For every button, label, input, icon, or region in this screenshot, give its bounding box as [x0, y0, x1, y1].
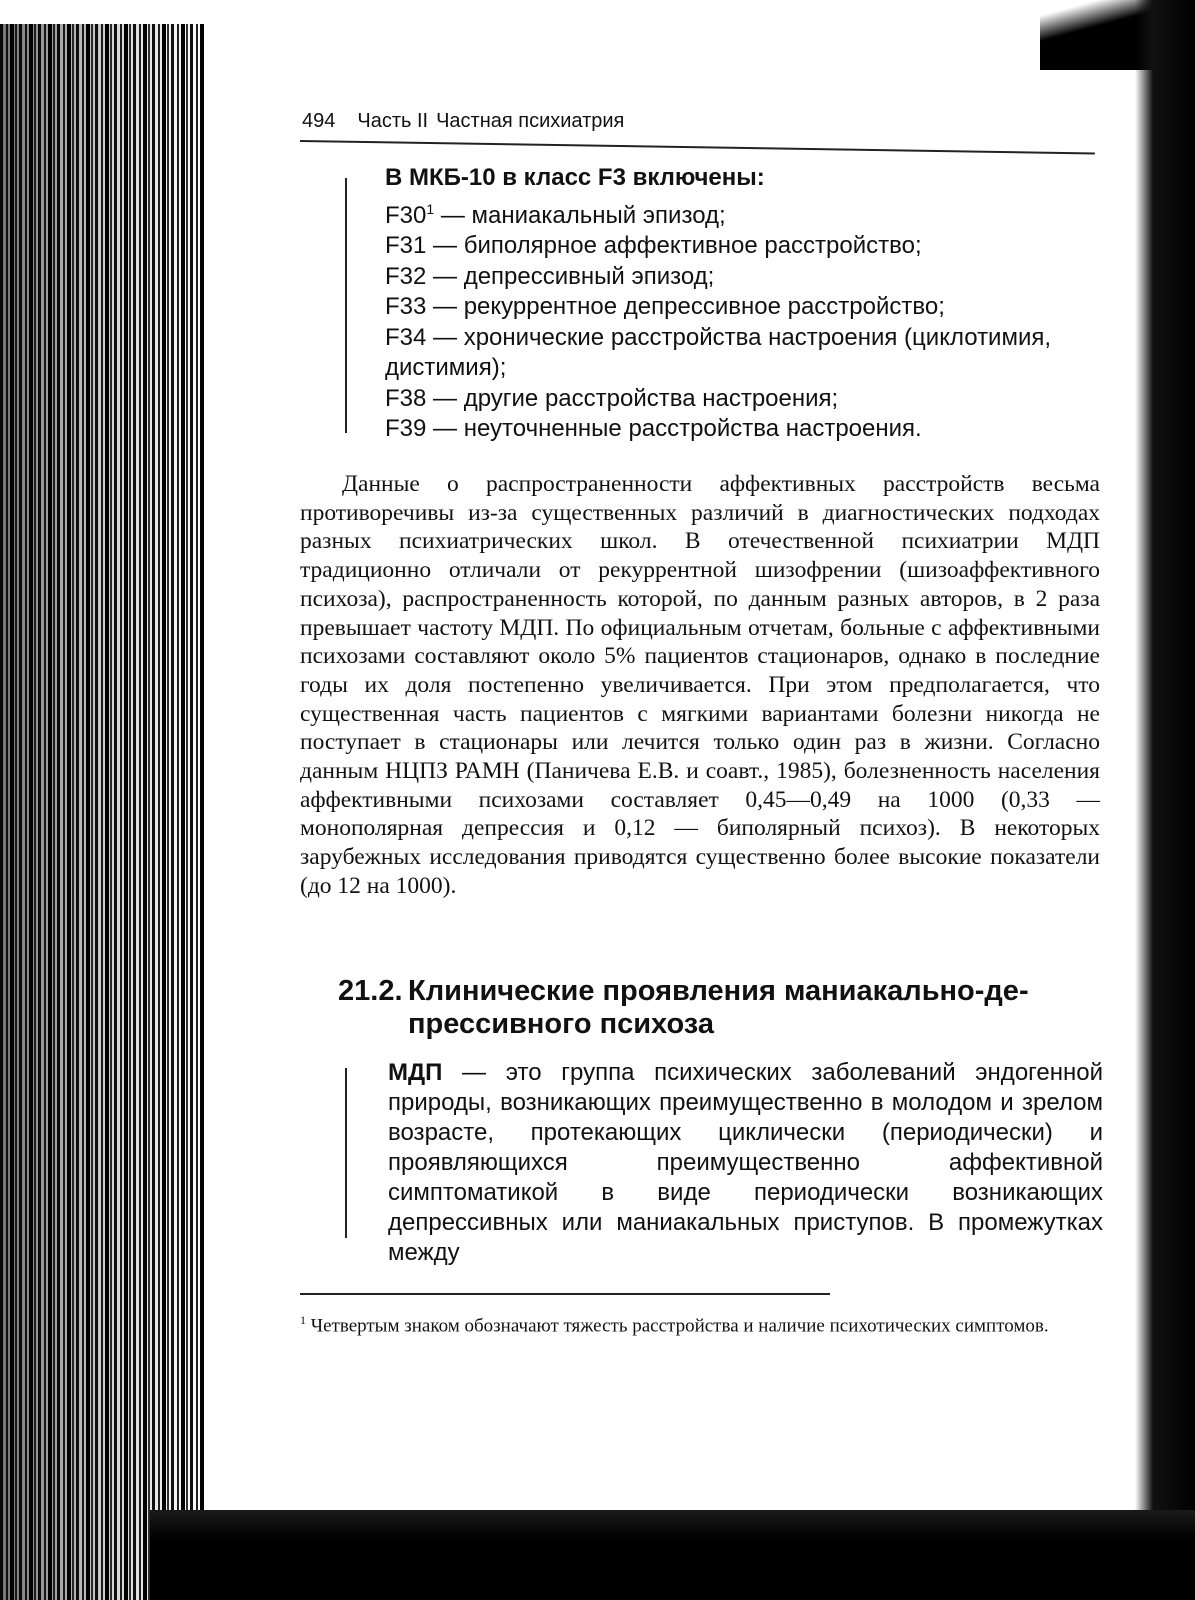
box-item: F39 — неуточненные расстройства настроения. — [385, 415, 922, 442]
section-title-line2: прессивного психоза — [408, 1008, 714, 1040]
section-title-line1: Клинические проявления маниакально-де- — [408, 975, 1029, 1007]
chapter-title: Частная психиатрия — [436, 110, 625, 132]
code-f30: F30 — [385, 201, 427, 229]
body-paragraph — [300, 470, 1100, 901]
definition-text: — это группа психических заболеваний эндогенной природы, возникающих преимущественно в молодом и зрелом возрасте, протекающих циклически (периодически) и проявляющихся преимущественно аффективной симптоматикой в виде периодически возникающих депрессивных или маниакальных приступов. В промежутках между — [388, 1059, 1103, 1266]
item-f30-text: — маниакальный эпизод; — [434, 201, 726, 229]
box-item: F33 — рекуррентное депрессивное расстройство; — [385, 293, 945, 320]
definition-left-bar — [345, 1068, 347, 1238]
box-item: F31 — биполярное аффективное расстройство; — [385, 232, 922, 259]
scan-bottom-shadow — [150, 1510, 1195, 1600]
page-edge-shadow — [0, 0, 205, 1600]
box-item: F34 — хронические расстройства настроения (циклотимия, — [385, 323, 1052, 351]
icd-box — [385, 163, 1105, 445]
box-item: дистимия); — [385, 354, 507, 381]
definition-term: МДП — [388, 1059, 443, 1086]
top-margin — [0, 0, 205, 24]
definition-block — [388, 1058, 1103, 1268]
box-item: F32 — депрессивный эпизод; — [385, 262, 715, 290]
footnote-rule — [300, 1293, 830, 1295]
section-heading — [338, 975, 1108, 1041]
footnote — [300, 1308, 1100, 1338]
running-head — [302, 110, 1102, 140]
footnote-marker: 1 — [300, 1313, 306, 1327]
part-label: Часть II — [357, 110, 429, 132]
footnote-ref: 1 — [426, 200, 435, 217]
page-curl-right — [1135, 0, 1195, 1600]
box-item: F38 — другие расстройства настроения; — [385, 384, 839, 412]
body-paragraph-text: Данные о распространенности аффективных расстройств весьма противоречивы из-за существенных различий в диагностических подходах разных психиатрических школ. В отечественной психиатрии МДП традиционно отличали от рекуррентной шизофрении (шизоаффективного психоза), распространенность которой, по данным разных авторов, в 2 раза превышает частоту МДП. По официальным отчетам, больные с аффективными психозами составляют около 5% пациентов стационаров, однако в последние годы их доля постепенно увеличивается. При этом предполагается, что существенная часть пациентов с мягкими вариантами болезни никогда не поступает в стационары или лечится только один раз в жизни. Согласно данным НЦПЗ РАМН (Паничева Е.В. и соавт., 1985), болезненность населения аффективными психозами составляет 0,45—0,49 на 1000 (0,33 — монополярная депрессия и 0,12 — биполярный психоз). В некоторых зарубежных исследования приводятся существенно более высокие показатели (до 12 на 1000). — [300, 471, 1100, 899]
footnote-text: Четвертым знаком обозначают тяжесть расстройства и наличие психотических симптомов. — [306, 1315, 1049, 1337]
page-number: 494 — [302, 110, 336, 132]
box-title: В МКБ-10 в класс F3 включены: — [385, 164, 765, 191]
section-number: 21.2. — [338, 975, 403, 1007]
box-left-bar — [345, 178, 347, 433]
box-item-f30 — [385, 194, 1105, 232]
